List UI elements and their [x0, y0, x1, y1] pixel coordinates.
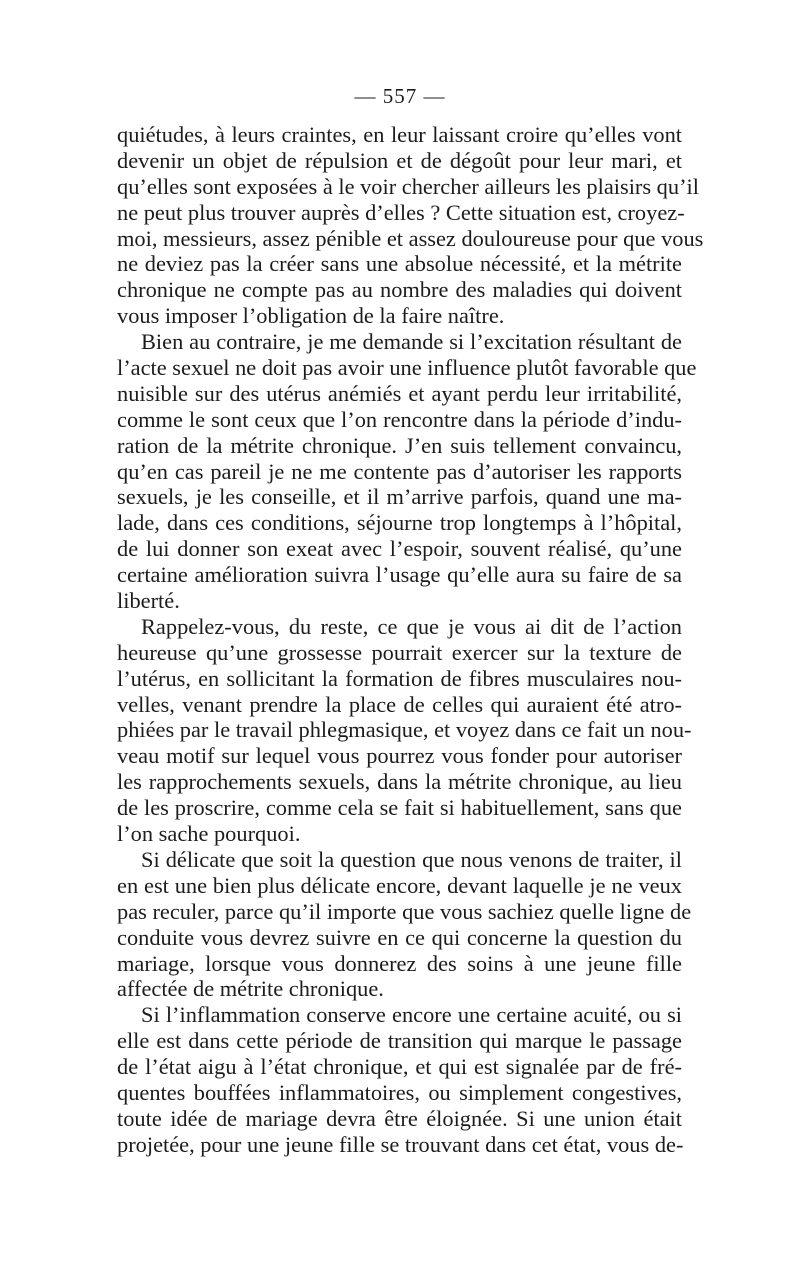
text-line: les rapprochements sexuels, dans la métrite chronique, au lieu	[117, 769, 682, 795]
text-line: de lui donner son exeat avec l’espoir, souvent réalisé, qu’une	[117, 536, 682, 562]
text-line: Si délicate que soit la question que nous venons de traiter, il	[141, 846, 682, 872]
page-number: — 557 —	[354, 84, 446, 108]
text-line: liberté.	[117, 588, 180, 614]
text-line: qu’elles sont exposées à le voir chercher ailleurs les plaisirs qu’il	[117, 173, 699, 199]
text-line: toute idée de mariage devra être éloignée. Si une union était	[117, 1105, 682, 1131]
text-line: nuisible sur des utérus anémiés et ayant perdu leur irritabilité,	[117, 380, 682, 406]
text-line: lade, dans ces conditions, séjourne trop longtemps à l’hôpital,	[117, 510, 682, 536]
text-line: conduite vous devrez suivre en ce qui concerne la question du	[117, 924, 682, 950]
text-line: heureuse qu’une grossesse pourrait exercer sur la texture de	[117, 639, 682, 665]
text-line: quentes bouffées inflammatoires, ou simplement congestives,	[117, 1079, 682, 1105]
paragraph	[117, 329, 697, 614]
text-line: ne deviez pas la créer sans une absolue nécessité, et la métrite	[117, 251, 682, 277]
text-line: vous imposer l’obligation de la faire naître.	[117, 303, 505, 329]
text-line: sexuels, je les conseille, et il m’arrive parfois, quand une ma-	[117, 484, 682, 510]
text-line: qu’en cas pareil je ne me contente pas d’autoriser les rapports	[117, 458, 682, 484]
text-line: phiées par le travail phlegmasique, et voyez dans ce fait un nou-	[117, 717, 692, 743]
text-line: Rappelez-vous, du reste, ce que je vous ai dit de l’action	[141, 613, 682, 639]
text-line: chronique ne compte pas au nombre des maladies qui doivent	[117, 277, 682, 303]
paragraph	[117, 1002, 682, 1157]
text-line: velles, venant prendre la place de celles qui auraient été atro-	[117, 691, 682, 717]
text-line: comme le sont ceux que l’on rencontre dans la période d’indu-	[117, 406, 682, 432]
text-line: l’on sache pourquoi.	[117, 821, 301, 847]
text-line: affectée de métrite chronique.	[117, 976, 384, 1002]
text-line: Si l’inflammation conserve encore une certaine acuité, ou si	[141, 1002, 682, 1028]
text-line: de l’état aigu à l’état chronique, et qui est signalée par de fré-	[117, 1054, 682, 1080]
body-text	[117, 122, 704, 1158]
text-line: pas reculer, parce qu’il importe que vous sachiez quelle ligne de	[117, 898, 692, 924]
text-line: moi, messieurs, assez pénible et assez douloureuse pour que vous	[117, 225, 704, 251]
text-line: certaine amélioration suivra l’usage qu’elle aura su faire de sa	[117, 562, 682, 588]
text-line: ne peut plus trouver auprès d’elles ? Cette situation est, croyez-	[117, 199, 685, 225]
text-line: de les proscrire, comme cela se fait si habituellement, sans que	[117, 795, 682, 821]
text-line: quiétudes, à leurs craintes, en leur laissant croire qu’elles vont	[117, 122, 682, 147]
text-line: ration de la métrite chronique. J’en suis tellement convaincu,	[117, 432, 682, 458]
text-line: en est une bien plus délicate encore, devant laquelle je ne veux	[117, 872, 682, 898]
text-line: elle est dans cette période de transition qui marque le passage	[117, 1028, 682, 1054]
text-line: devenir un objet de répulsion et de dégoût pour leur mari, et	[117, 147, 682, 173]
text-line: l’utérus, en sollicitant la formation de fibres musculaires nou-	[117, 665, 682, 691]
text-line: projetée, pour une jeune fille se trouvant dans cet état, vous de-	[117, 1131, 684, 1157]
paragraph	[117, 846, 692, 1002]
text-line: Bien au contraire, je me demande si l’excitation résultant de	[141, 329, 682, 355]
paragraph	[117, 122, 704, 329]
text-line: veau motif sur lequel vous pourrez vous fonder pour autoriser	[117, 743, 682, 769]
text-line: mariage, lorsque vous donnerez des soins à une jeune fille	[117, 950, 682, 976]
text-line: l’acte sexuel ne doit pas avoir une influence plutôt favorable que	[117, 355, 697, 381]
paragraph	[117, 613, 692, 847]
